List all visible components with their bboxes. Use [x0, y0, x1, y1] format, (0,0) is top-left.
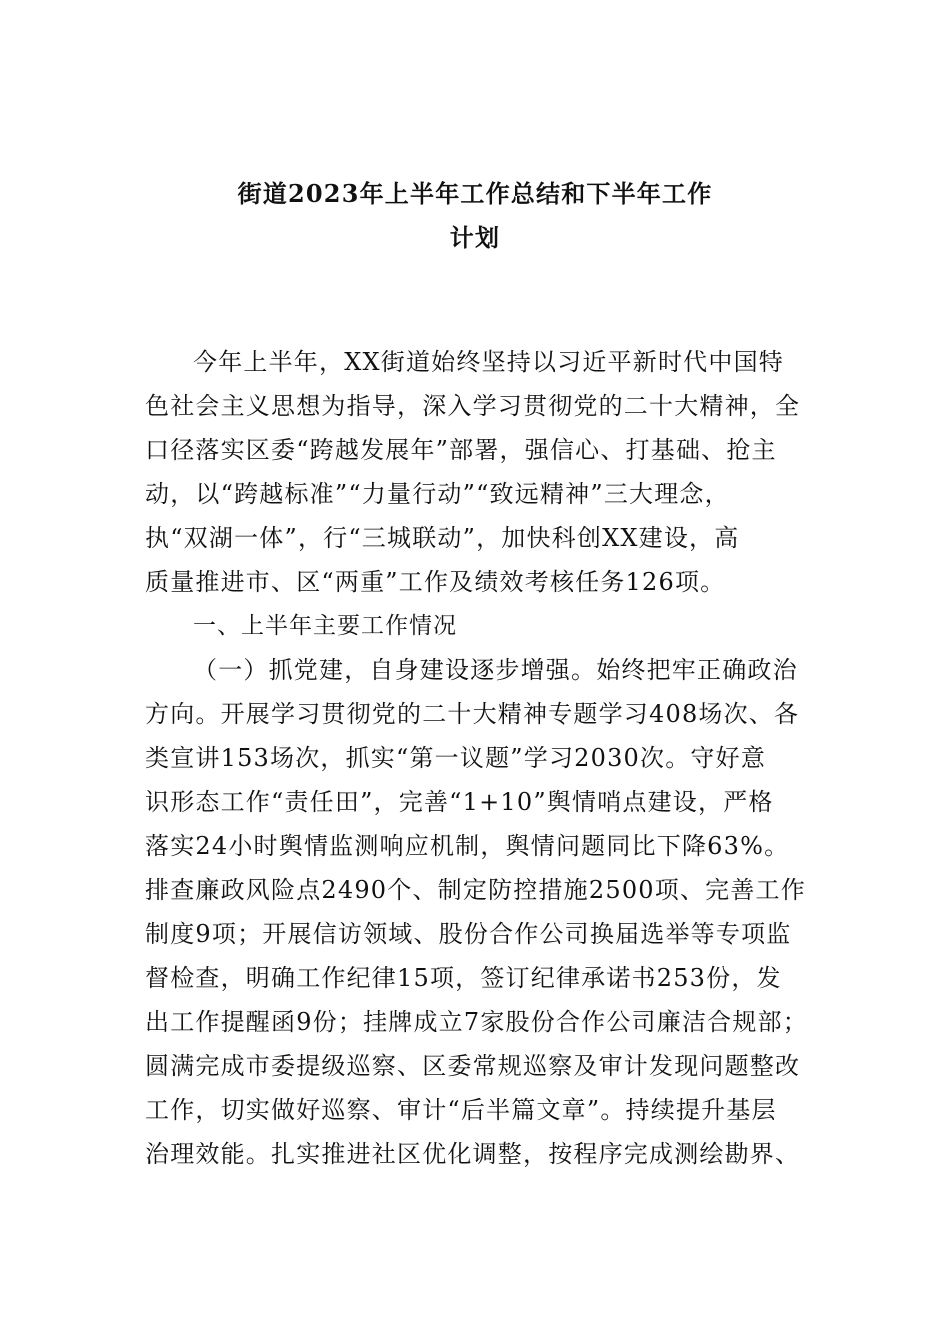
section-line: （一）抓党建，自身建设逐步增强。始终把牢正确政治: [193, 656, 798, 684]
intro-line: 执“双湖一体”，行“三城联动”，加快科创XX建设，高: [145, 524, 740, 552]
intro-line: 色社会主义思想为指导，深入学习贯彻党的二十大精神，全: [145, 392, 801, 420]
intro-line: 口径落实区委“跨越发展年”部署，强信心、打基础、抢主: [145, 436, 777, 464]
intro-line: 动，以“跨越标准”“力量行动”“致远精神”三大理念，: [145, 480, 730, 508]
section-line: 工作，切实做好巡察、审计“后半篇文章”。持续提升基层: [145, 1096, 777, 1124]
document-title: [145, 172, 805, 260]
section-line: 方向。开展学习贯彻党的二十大精神专题学习408场次、各: [145, 700, 800, 728]
intro-line: 今年上半年，XX街道始终坚持以习近平新时代中国特: [193, 348, 784, 376]
section-heading: 一、上半年主要工作情况: [193, 613, 457, 639]
section-line: 排查廉政风险点2490个、制定防控措施2500项、完善工作: [145, 876, 806, 904]
section-line: 落实24小时舆情监测响应机制，舆情问题同比下降63%。: [145, 832, 790, 860]
title-line-1: 街道2023年上半年工作总结和下半年工作: [237, 179, 713, 208]
section-line: 识形态工作“责任田”，完善“1+10”舆情哨点建设，严格: [145, 788, 774, 816]
section-line: 圆满完成市委提级巡察、区委常规巡察及审计发现问题整改: [145, 1052, 801, 1080]
document-body: [145, 340, 815, 1176]
section-line: 出工作提醒函9份；挂牌成立7家股份合作公司廉洁合规部；: [145, 1008, 808, 1036]
section-line: 督检查，明确工作纪律15项，签订纪律承诺书253份，发: [145, 964, 782, 992]
intro-line: 质量推进市、区“两重”工作及绩效考核任务126项。: [145, 568, 726, 596]
title-line-2: 计划: [449, 223, 501, 252]
section-line: 治理效能。扎实推进社区优化调整，按程序完成测绘勘界、: [145, 1140, 801, 1168]
section-line: 类宣讲153场次，抓实“第一议题”学习2030次。守好意: [145, 744, 767, 772]
section-line: 制度9项；开展信访领域、股份合作公司换届选举等专项监: [145, 920, 792, 948]
